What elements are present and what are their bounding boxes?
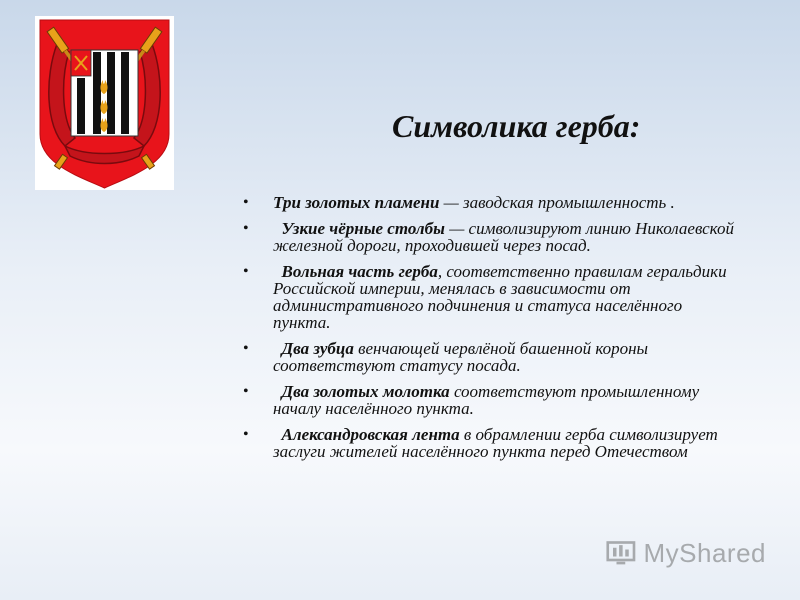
slide-title: Символика герба: xyxy=(392,108,641,144)
bullet-text: в обрамлении герба символизирует заслуги жителей населённого пункта перед Отечеством xyxy=(273,425,718,461)
list-item xyxy=(243,426,743,460)
bullet-text: — символизируют линию Николаевской железной дороги, проходившей через посад. xyxy=(273,219,734,255)
bullet-list xyxy=(243,194,743,469)
myshared-watermark xyxy=(606,536,766,570)
bullet-icon: • xyxy=(243,194,249,211)
bullet-bold: Узкие чёрные столбы xyxy=(273,219,445,238)
bullet-icon: • xyxy=(243,426,249,443)
bullet-icon: • xyxy=(243,340,249,357)
bullet-icon: • xyxy=(243,220,249,237)
bullet-bold: Александровская лента xyxy=(273,425,460,444)
list-item xyxy=(243,383,743,417)
bullet-text: — заводская промышленность . xyxy=(439,193,675,212)
coat-of-arms-image xyxy=(35,16,174,190)
bullet-text: венчающей червлёной башенной короны соответствуют статусу посада. xyxy=(273,339,649,375)
bullet-text: соответствуют промышленному началу населённого пункта. xyxy=(273,382,700,418)
bullet-text: , соответственно правилам геральдики Российской империи, менялась в зависимости от административного подчинения и статуса населённого пункта. xyxy=(273,262,727,332)
myshared-logo-icon xyxy=(606,537,638,569)
bullet-bold: Два зубца xyxy=(273,339,354,358)
bullet-icon: • xyxy=(243,383,249,400)
bullet-bold: Три золотых пламени xyxy=(273,193,440,212)
list-item xyxy=(243,220,743,254)
list-item xyxy=(243,340,743,374)
watermark-text: MyShared xyxy=(643,537,766,568)
bullet-bold: Два золотых молотка xyxy=(273,382,450,401)
bullet-bold: Вольная часть герба xyxy=(273,262,438,281)
bullet-icon: • xyxy=(243,263,249,280)
list-item xyxy=(243,263,743,331)
list-item xyxy=(243,194,743,211)
